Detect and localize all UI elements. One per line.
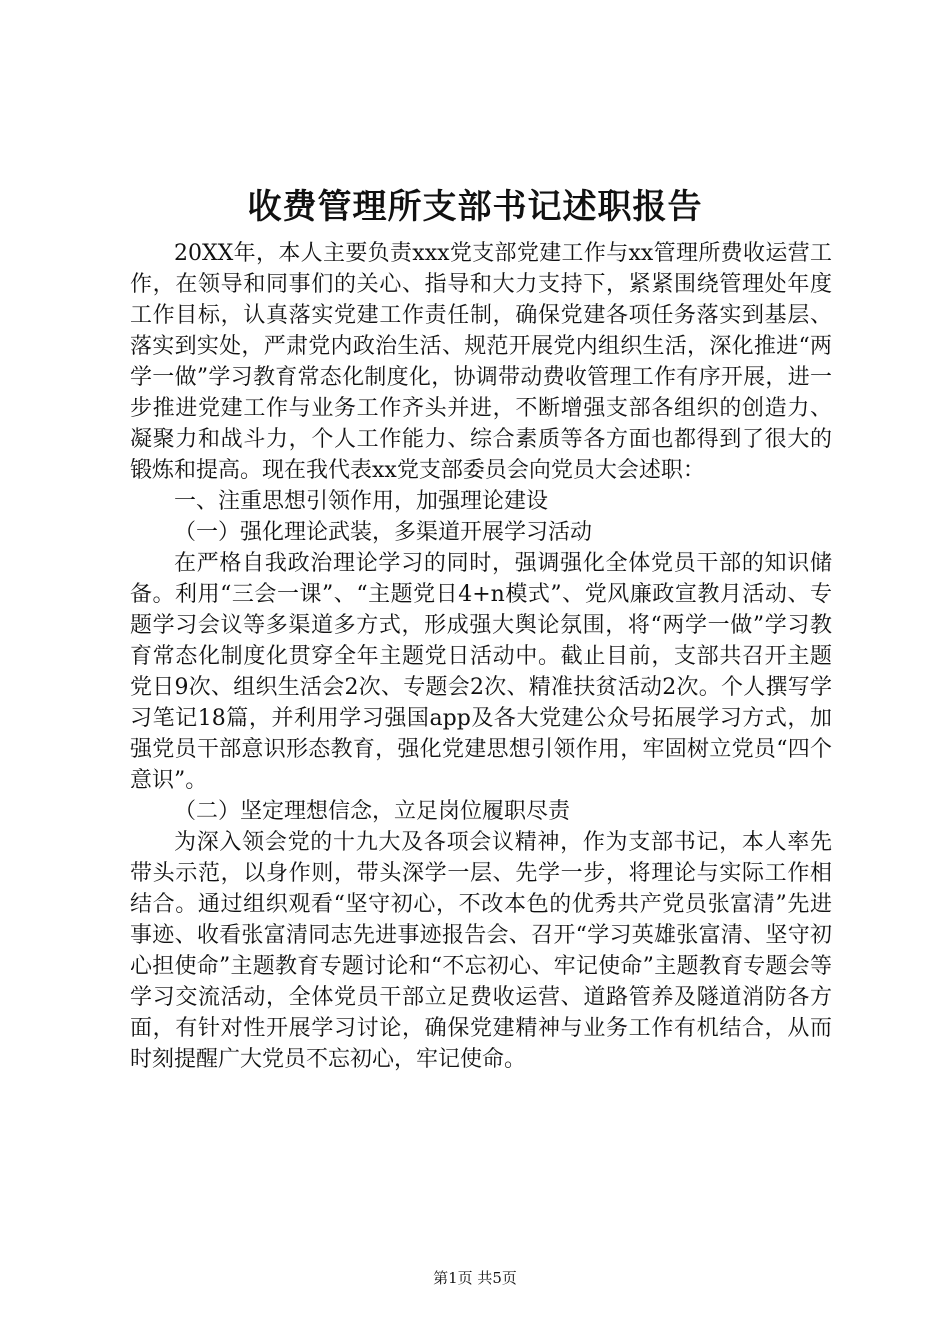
body-paragraph: 在严格自我政治理论学习的同时，强调强化全体党员干部的知识储备。利用“三会一课”、“主题党日4+n模式”、党风廉政宣教月活动、专题学习会议等多渠道多方式，形成强大舆论氛围，将“两学一做”学习教育常态化制度化贯穿全年主题党日活动中。截止目前，支部共召开主题党日9次、组织生活会2次、专题会2次、精准扶贫活动2次。个人撰写学习笔记18篇，并利用学习强国app及各大党建公众号拓展学习方式，加强党员干部意识形态教育，强化党建思想引领作用，牢固树立党员“四个意识”。 xyxy=(130,551,832,793)
body-paragraph: 为深入领会党的十九大及各项会议精神，作为支部书记，本人率先带头示范，以身作则，带头深学一层、先学一步，将理论与实际工作相结合。通过组织观看“坚守初心，不改本色的优秀共产党员张富清”先进事迹、收看张富清同志先进事迹报告会、召开“学习英雄张富清、坚守初心担使命”主题教育专题讨论和“不忘初心、牢记使命”主题教育专题会等学习交流活动，全体党员干部立足费收运营、道路管养及隧道消防各方面，有针对性开展学习讨论，确保党建精神与业务工作有机结合，从而时刻提醒广大党员不忘初心，牢记使命。 xyxy=(130,830,832,1072)
page-indicator: 第1页 共5页 xyxy=(433,1269,517,1287)
subsection-heading: （一）强化理论武装，多渠道开展学习活动 xyxy=(174,520,593,545)
section-heading: 一、注重思想引领作用，加强理论建设 xyxy=(174,489,549,514)
subsection-heading: （二）坚定理想信念，立足岗位履职尽责 xyxy=(174,799,571,824)
document-title: 收费管理所支部书记述职报告 xyxy=(247,187,703,227)
document-body xyxy=(130,238,832,1075)
intro-paragraph: 20XX年，本人主要负责xxx党支部党建工作与xx管理所费收运营工作，在领导和同事们的关心、指导和大力支持下，紧紧围绕管理处年度工作目标，认真落实党建工作责任制，确保党建各项任务落实到基层、落实到实处，严肃党内政治生活、规范开展党内组织生活，深化推进“两学一做”学习教育常态化制度化，协调带动费收管理工作有序开展，进一步推进党建工作与业务工作齐头并进，不断增强支部各组织的创造力、凝聚力和战斗力，个人工作能力、综合素质等各方面也都得到了很大的锻炼和提高。现在我代表xx党支部委员会向党员大会述职： xyxy=(130,241,832,483)
